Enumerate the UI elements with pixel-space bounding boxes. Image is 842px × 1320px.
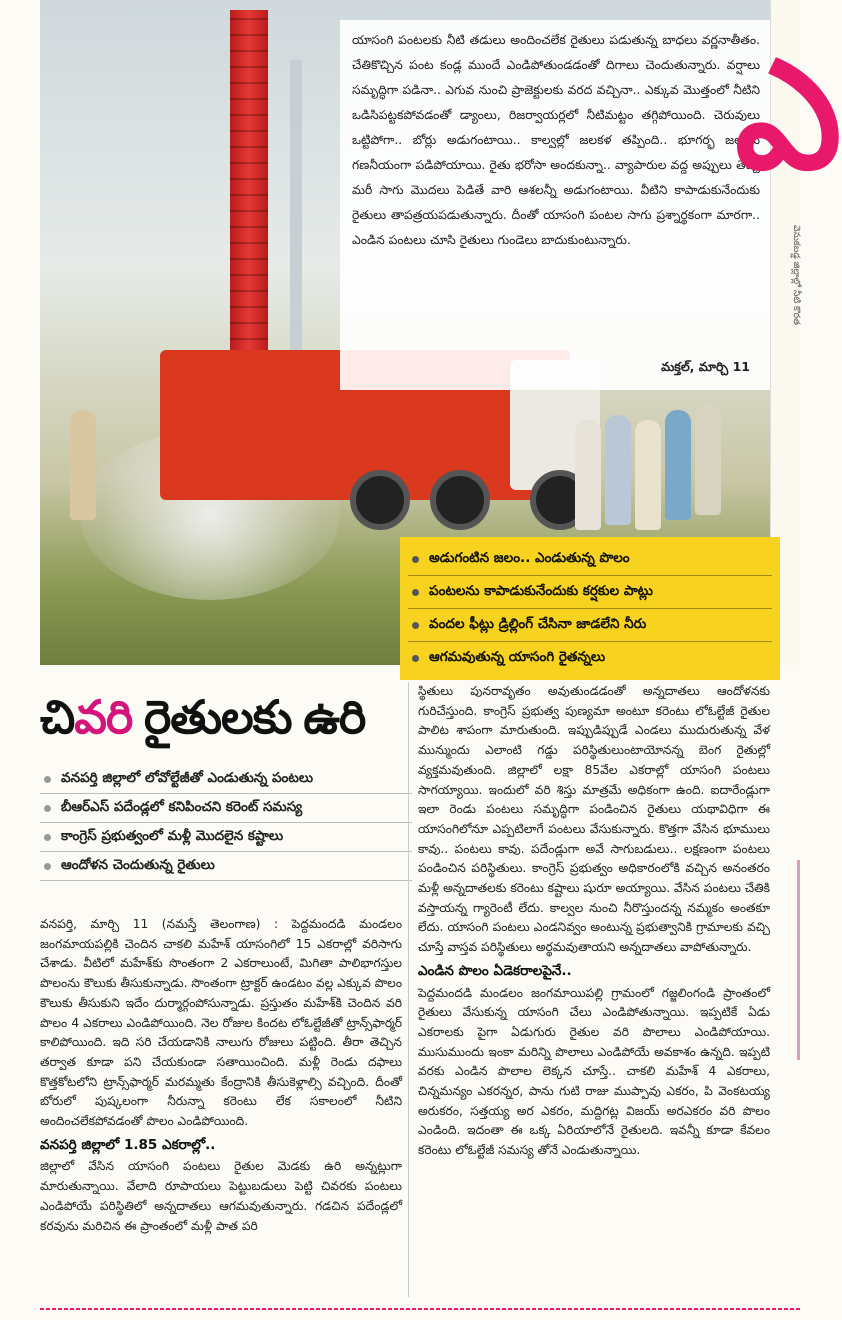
list-item: బీఆర్‌ఎస్‌ పదేండ్లలో కనిపించని కరెంట్‌ సమస్య xyxy=(40,794,412,823)
person-figure xyxy=(665,410,691,520)
highlight-item: పంటలను కాపాడుకునేందుకు కర్షకుల పాట్లు xyxy=(408,576,772,609)
bullet-icon xyxy=(44,834,51,841)
list-item: వనపర్తి జిల్లాలో లోవోల్టేజీతో ఎండుతున్న పంటలు xyxy=(40,765,412,794)
article-column-left xyxy=(40,915,402,1236)
story-text: యాసంగి పంటలకు నీటి తడులు అందించలేక రైతులు పడుతున్న బాధలు వర్ణనాతీతం. చేతికొచ్చిన పంట కండ్ల ముందే ఎండిపోతుండడంతో దిగాలు చెందుతున్నారు. వర్షాలు సమృద్ధిగా పడినా.. ఎగువ నుంచి ప్రాజెక్టులకు వరద వచ్చినా.. ఎక్కువ మొత్తంలో నీటిని ఒడిసిపట్టకపోవడంతో డ్యాంలు, రిజర్వాయర్లలో నీటిమట్టం తగ్గిపోయింది. చెరువులు ఒట్టిపోగా.. బోర్లు అడుగంటాయి.. కాల్వల్లో జలకళ తప్పింది.. భూగర్భ జలాలు గణనీయంగా పడిపోయాయి. రైతు భరోసా అందకున్నా.. వ్యాపారుల వద్ద అప్పులు తెచ్చి మరీ సాగు మొదలు పెడితే వారి ఆశలన్నీ అడుగంటాయి. వీటిని కాపాడుకునేందుకు రైతులు తాపత్రయపడుతున్నారు. దీంతో యాసంగి పంటల సాగు ప్రశ్నార్థకంగా మారగా.. ఎండిన పంటలు చూసి రైతులు గుండెలు బాదుకుంటున్నారు. xyxy=(352,33,760,247)
article-paragraph: జిల్లాలో వేసిన యాసంగి పంటలు రైతుల మెడకు ఉరి అన్నట్లుగా మారుతున్నాయి. వేలాది రూపాయలు పెట్టుబడులు పెట్టి చివరకు పంటలు ఎండిపోయే పరిస్థితిలో అన్నదాతలు ఆగమవుతున్నారు. గడచిన పదేండ్లలో కరవును మరిచిన ఈ ప్రాంతంలో మళ్లీ పాత పరి xyxy=(40,1159,402,1233)
page-edge-mark xyxy=(797,860,800,1060)
person-figure xyxy=(695,405,721,515)
article-paragraph: వనపర్తి, మార్చి 11 (నమస్తే తెలంగాణ) : పెద్దమందడి మండలం జంగమాయపల్లికి చెందిన చాకలి మహేశ్‌ యాసంగిలో 15 ఎకరాల్లో వరిసాగు చేశాడు. వీటిలో మహేశ్‌కు సొంతంగా 2 ఎకరాలుంటే, మిగితా పాలిభాగస్తుల పొలంను కౌలుకు తీసుకున్నాడు. సొంతంగా ట్రాక్టర్‌ ఉండటం వల్ల ఎక్కువ పొలం కౌలుకు తీసుకుని ఇదేం దుర్మార్గంపోసున్నాడు. ప్రస్తుతం మహేశ్‌కి చెందిన వరి పొలం 4 ఎకరాలు ఎండిపోయింది. నెల రోజుల కిందట లోఓల్టేజీతో ట్రాన్స్‌ఫార్మర్‌ కాలిపోయింది. ఇది సరి చేయడానికి నాలుగు రోజులు పట్టింది. తీరా తెచ్చిన తర్వాత కూడా పని చేయకుండా సతాయించింది. మళ్లీ రెండు దఫాలు కొత్తకోటలోని ట్రాన్స్‌ఫార్మర్‌ మరమ్మతు కేంద్రానికి తీసుకెళ్లాల్సి వచ్చింది. దీంతో బోరులో పుష్కలంగా నీరున్నా కరెంటు లేక సకాలంలో నీటిని అందించలేకపోవడంతో పొలం ఎండిపోయింది. xyxy=(40,917,402,1129)
truck-wheel xyxy=(430,470,490,530)
highlights-box xyxy=(400,537,780,680)
bullet-icon xyxy=(412,589,419,596)
list-item: ఆందోళన చెందుతున్న రైతులు xyxy=(40,852,412,881)
bullet-icon xyxy=(44,776,51,783)
section-subheading: ఎండిన పొలం ఏడెకరాలపైనే.. xyxy=(418,962,572,979)
dateline: మక్తల్‌, మార్చి 11 xyxy=(661,359,750,374)
person-figure xyxy=(605,415,631,525)
list-item: కాంగ్రెస్‌ ప్రభుత్వంలో మళ్లీ మొదలైన కష్టాలు xyxy=(40,823,412,852)
highlight-item: ఆగమవుతున్న యాసంగి రైతన్నలు xyxy=(408,642,772,675)
bullet-icon xyxy=(44,863,51,870)
subheadline-bullets xyxy=(40,765,412,881)
bullet-icon xyxy=(44,805,51,812)
bottom-border xyxy=(40,1308,800,1310)
person-figure xyxy=(635,420,661,530)
page-title: చివరి రైతులకు ఉరి xyxy=(40,691,366,743)
person-figure xyxy=(70,410,96,520)
bullet-icon xyxy=(412,556,419,563)
article-column-right xyxy=(418,682,770,1161)
adjacent-column-text: వెనుకబడ్డ జిల్లాల్లో నీటి కొరత xyxy=(791,225,801,325)
person-figure xyxy=(575,420,601,530)
bullet-icon xyxy=(412,622,419,629)
bullet-icon xyxy=(412,655,419,662)
highlight-item: అడుగంటిన జలం.. ఎండుతున్న పొలం xyxy=(408,543,772,576)
column-divider xyxy=(408,682,409,1297)
section-subheading: వనపర్తి జిల్లాలో 1.85 ఎకరాల్లో.. xyxy=(40,1136,216,1153)
article-paragraph: స్థితులు పునరావృతం అవుతుండడంతో అన్నదాతలు ఆందోళనకు గురిచేస్తుంది. కాంగ్రెస్‌ ప్రభుత్వ పుణ్యమా అంటూ కరెంటు లోఓల్టేజీ రైతుల పాలిట శాపంగా మారుతుంది. ఇప్పుడిప్పుడే ఎండలు ముదురుతున్న వేళ మున్ముందు ఎలాంటి గడ్డు పరిస్థితులుంటాయోనన్న బెంగ రైతుల్లో వ్యక్తమవుతుంది. జిల్లాలో లక్షా 85వేల ఎకరాల్లో యాసంగి పంటలు సాగయ్యాయి. ఇందులో వరి శిస్తు మాత్రమే అధికంగా ఉంది. ఐదారేండ్లుగా ఇలా రెండు పంటలు సమృద్ధిగా పండించిన రైతులు యథావిధిగా ఈ యాసంగిలోనూ ఎప్పటిలాగే పంటలు వేసుకున్నారు. కొత్తగా వేసిన భూములు కావు.. పంటలు కావు. పదేండ్లుగా అవే సాగుబడులు.. లక్షణంగా పంటలు పండించిన పరిస్థితులు. కాంగ్రెస్‌ ప్రభుత్వం అధికారంలోకి వచ్చిన అనంతరం మళ్లీ అన్నదాతలకు కరెంటు కష్టాలు షురూ అయ్యాయి. వేసిన పంటలు చేతికి వస్తాయన్న గ్యారెంటీ లేదు. కాల్వల నుంచి నీరొస్తుందన్న నమ్మకం అంతకూ లేదు. యాసంగి పంటలు ఎండనివ్వం అంటున్న ప్రభుత్వానికి గ్రామాలకు వచ్చి చూస్తే వాస్తవ పరిస్థితులు అర్థమవుతాయని అన్నదాతలు వాపోతున్నారు. xyxy=(418,684,770,955)
article-paragraph: పెద్దమందడి మండలం జంగమాయిపల్లి గ్రామంలో గజ్జలింగండి ప్రాంతంలో రైతులు వేసుకున్న యాసంగి చేలు ఎండిపోతున్నాయి. ఇప్పటికే ఏడు ఎకరాలకు పైగా ఏడుగురు రైతుల వరి పొలాలు ఎండిపోయాయి. ముసుముందు ఇంకా మరిన్ని పొలాలు ఎండిపోయే అవకాశం ఉన్నది. ఇప్పటి వరకు ఎండిన పొలాల లెక్కన చూస్తే.. చాకలి మహేశ్‌ 4 ఎకరాలు, చిన్నమన్యం ఎకరన్నర, పాను గుటి రాజు ముప్పావు ఎకరం, పి వెంకటయ్య అరుకరం, సత్తయ్య అర ఎకరం, మద్దిగట్ల విజయ్‌ అరఎకరం వరి పొలం ఎండింది. ఇదంతా ఈ ఒక్క ఏరియాలోనే రైతులది. ఇవన్నీ కూడా కేవలం కరెంటు లోఓల్టేజీ సమస్య తోనే ఎండుతున్నాయి. xyxy=(418,985,770,1158)
photo-caption-story xyxy=(340,20,772,390)
truck-wheel xyxy=(350,470,410,530)
adjacent-headline-letter: ఎ xyxy=(735,27,842,203)
highlight-item: వందల ఫీట్లు డ్రిల్లింగ్‌ చేసినా జాడలేని నీరు xyxy=(408,609,772,642)
